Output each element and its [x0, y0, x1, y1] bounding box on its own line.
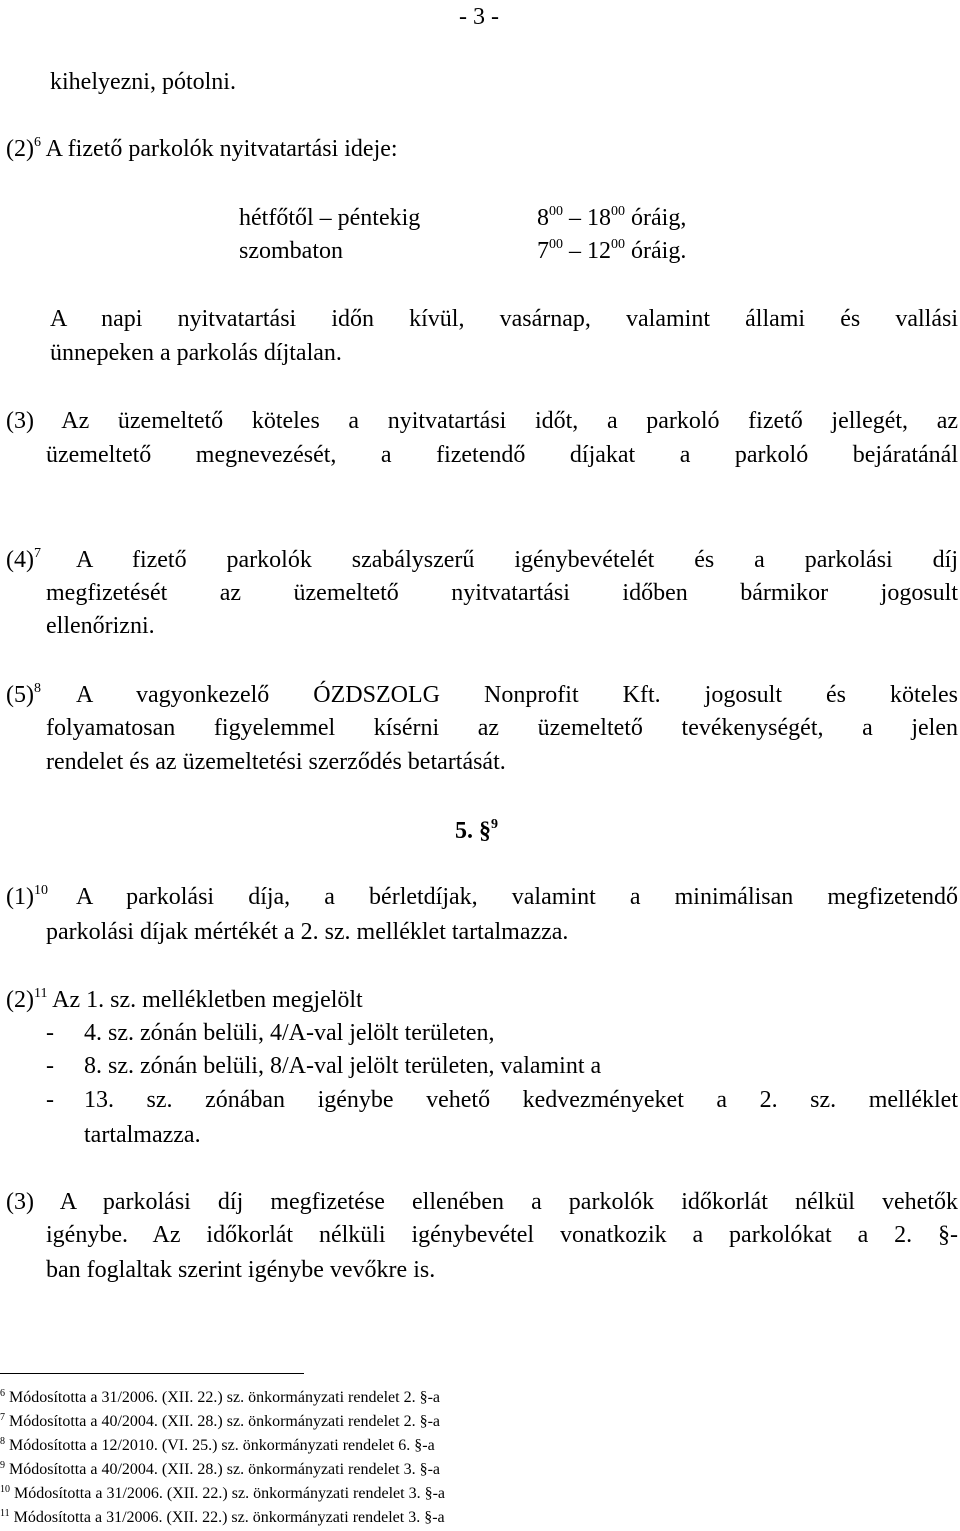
- footnote-number: 11: [0, 1508, 10, 1519]
- paragraph-line: A napi nyitvatartási időn kívül, vasárnap, valamint állami és vallási: [50, 306, 958, 332]
- paragraph-line: üzemeltető megnevezését, a fizetendő díjakat a parkoló bejáratánál: [46, 442, 958, 468]
- paragraph-line: megfizetését az üzemeltető nyitvatartási időben bármikor jogosult: [46, 580, 958, 606]
- time-from-minutes: 00: [549, 237, 563, 252]
- footnote-ref: 11: [33, 986, 48, 1001]
- footnote-text: Módosította a 40/2004. (XII. 28.) sz. önkormányzati rendelet 3. §-a: [9, 1461, 440, 1478]
- paragraph-line: (3) A parkolási díj megfizetése ellenében a parkolók időkorlát nélkül vehetők: [6, 1189, 958, 1215]
- paragraph-line: ellenőrizni.: [46, 613, 155, 639]
- paragraph-label: [6, 548, 41, 576]
- footnote-ref: 7: [33, 546, 41, 561]
- paragraph-line: igénybe. Az időkorlát nélküli igénybevétel vonatkozik a parkolókat a 2. §-: [46, 1222, 958, 1248]
- paragraph-line: A vagyonkezelő ÓZDSZOLG Nonprofit Kft. jogosult és köteles: [76, 682, 958, 708]
- paragraph-label: (2): [6, 136, 34, 162]
- footnote-text: Módosította a 31/2006. (XII. 22.) sz. önkormányzati rendelet 3. §-a: [14, 1485, 445, 1502]
- time-to: 18: [587, 205, 611, 231]
- paragraph-text: Az 1. sz. mellékletben megjelölt: [52, 987, 363, 1013]
- footnote-number: 10: [0, 1484, 10, 1495]
- footnote: [0, 1510, 445, 1528]
- paragraph-4-2-intro: [6, 988, 363, 1016]
- footnote-number: 6: [0, 1388, 5, 1399]
- paragraph-number: (2): [6, 987, 34, 1013]
- time-tail: óráig.: [631, 238, 687, 264]
- paragraph-label: [6, 683, 41, 711]
- footnote: [0, 1414, 440, 1432]
- schedule-row-time: [537, 239, 686, 267]
- time-from-minutes: 00: [549, 204, 563, 219]
- paragraph-number: (4): [6, 547, 34, 573]
- footnote-number: 9: [0, 1460, 5, 1471]
- time-from: 7: [537, 238, 549, 264]
- paragraph-line: (3) Az üzemeltető köteles a nyitvatartási időt, a parkoló fizető jellegét, az: [6, 408, 958, 434]
- footnote: [0, 1438, 435, 1456]
- list-item: 8. sz. zónán belüli, 8/A-val jelölt területen, valamint a: [84, 1053, 602, 1079]
- footnote-text: Módosította a 31/2006. (XII. 22.) sz. önkormányzati rendelet 3. §-a: [13, 1509, 445, 1526]
- section-title: 5. §: [455, 818, 491, 844]
- footnote: [0, 1390, 440, 1408]
- section-heading: [455, 819, 498, 847]
- schedule-row-day: hétfőtől – péntekig: [239, 205, 421, 231]
- footnote-text: Módosította a 12/2010. (VI. 25.) sz. önkormányzati rendelet 6. §-a: [9, 1437, 435, 1454]
- paragraph-text: A fizető parkolók nyitvatartási ideje:: [45, 136, 398, 162]
- paragraph-number: (5): [6, 682, 34, 708]
- list-bullet: -: [46, 1087, 54, 1113]
- schedule-row-day: szombaton: [239, 238, 343, 264]
- paragraph-line: ünnepeken a parkolás díjtalan.: [50, 340, 342, 366]
- schedule-row-time: [537, 206, 686, 234]
- paragraph-line: A parkolási díja, a bérletdíjak, valamint a minimálisan megfizetendő: [76, 884, 958, 910]
- footnote: [0, 1462, 440, 1480]
- paragraph-line: rendelet és az üzemeltetési szerződés betartását.: [46, 749, 506, 775]
- paragraph-line: ban foglaltak szerint igénybe vevőkre is.: [46, 1257, 436, 1283]
- time-to-minutes: 00: [611, 204, 625, 219]
- footnote-number: 7: [0, 1412, 5, 1423]
- footnote-ref: 10: [33, 883, 48, 898]
- list-bullet: -: [46, 1053, 54, 1079]
- footnote-divider: [0, 1373, 304, 1374]
- footnote-text: Módosította a 31/2006. (XII. 22.) sz. önkormányzati rendelet 2. §-a: [9, 1389, 440, 1406]
- footnote: [0, 1486, 445, 1504]
- time-to-minutes: 00: [611, 237, 625, 252]
- time-dash: –: [569, 205, 581, 231]
- time-to: 12: [587, 238, 611, 264]
- footnote-ref: 9: [491, 817, 498, 832]
- footnote-text: Módosította a 40/2004. (XII. 28.) sz. önkormányzati rendelet 2. §-a: [9, 1413, 440, 1430]
- footnote-number: 8: [0, 1436, 5, 1447]
- list-tail: tartalmazza.: [84, 1122, 201, 1148]
- paragraph-4-2-heading: [6, 137, 398, 165]
- paragraph-line: A fizető parkolók szabályszerű igénybevételét és a parkolási díj: [76, 547, 958, 573]
- time-from: 8: [537, 205, 549, 231]
- footnote-ref: 6: [33, 135, 41, 150]
- list-item: 4. sz. zónán belüli, 4/A-val jelölt területen,: [84, 1020, 495, 1046]
- time-tail: óráig,: [631, 205, 687, 231]
- paragraph-number: (1): [6, 884, 34, 910]
- paragraph-line: parkolási díjak mértékét a 2. sz. melléklet tartalmazza.: [46, 919, 569, 945]
- intro-line: kihelyezni, pótolni.: [50, 69, 236, 95]
- page-number: - 3 -: [459, 4, 499, 30]
- list-item: 13. sz. zónában igénybe vehető kedvezményeket a 2. sz. melléklet: [84, 1087, 958, 1113]
- time-dash: –: [569, 238, 581, 264]
- list-bullet: -: [46, 1020, 54, 1046]
- paragraph-label: [6, 885, 48, 913]
- footnote-ref: 8: [33, 681, 41, 696]
- paragraph-line: folyamatosan figyelemmel kísérni az üzemeltető tevékenységét, a jelen: [46, 715, 958, 741]
